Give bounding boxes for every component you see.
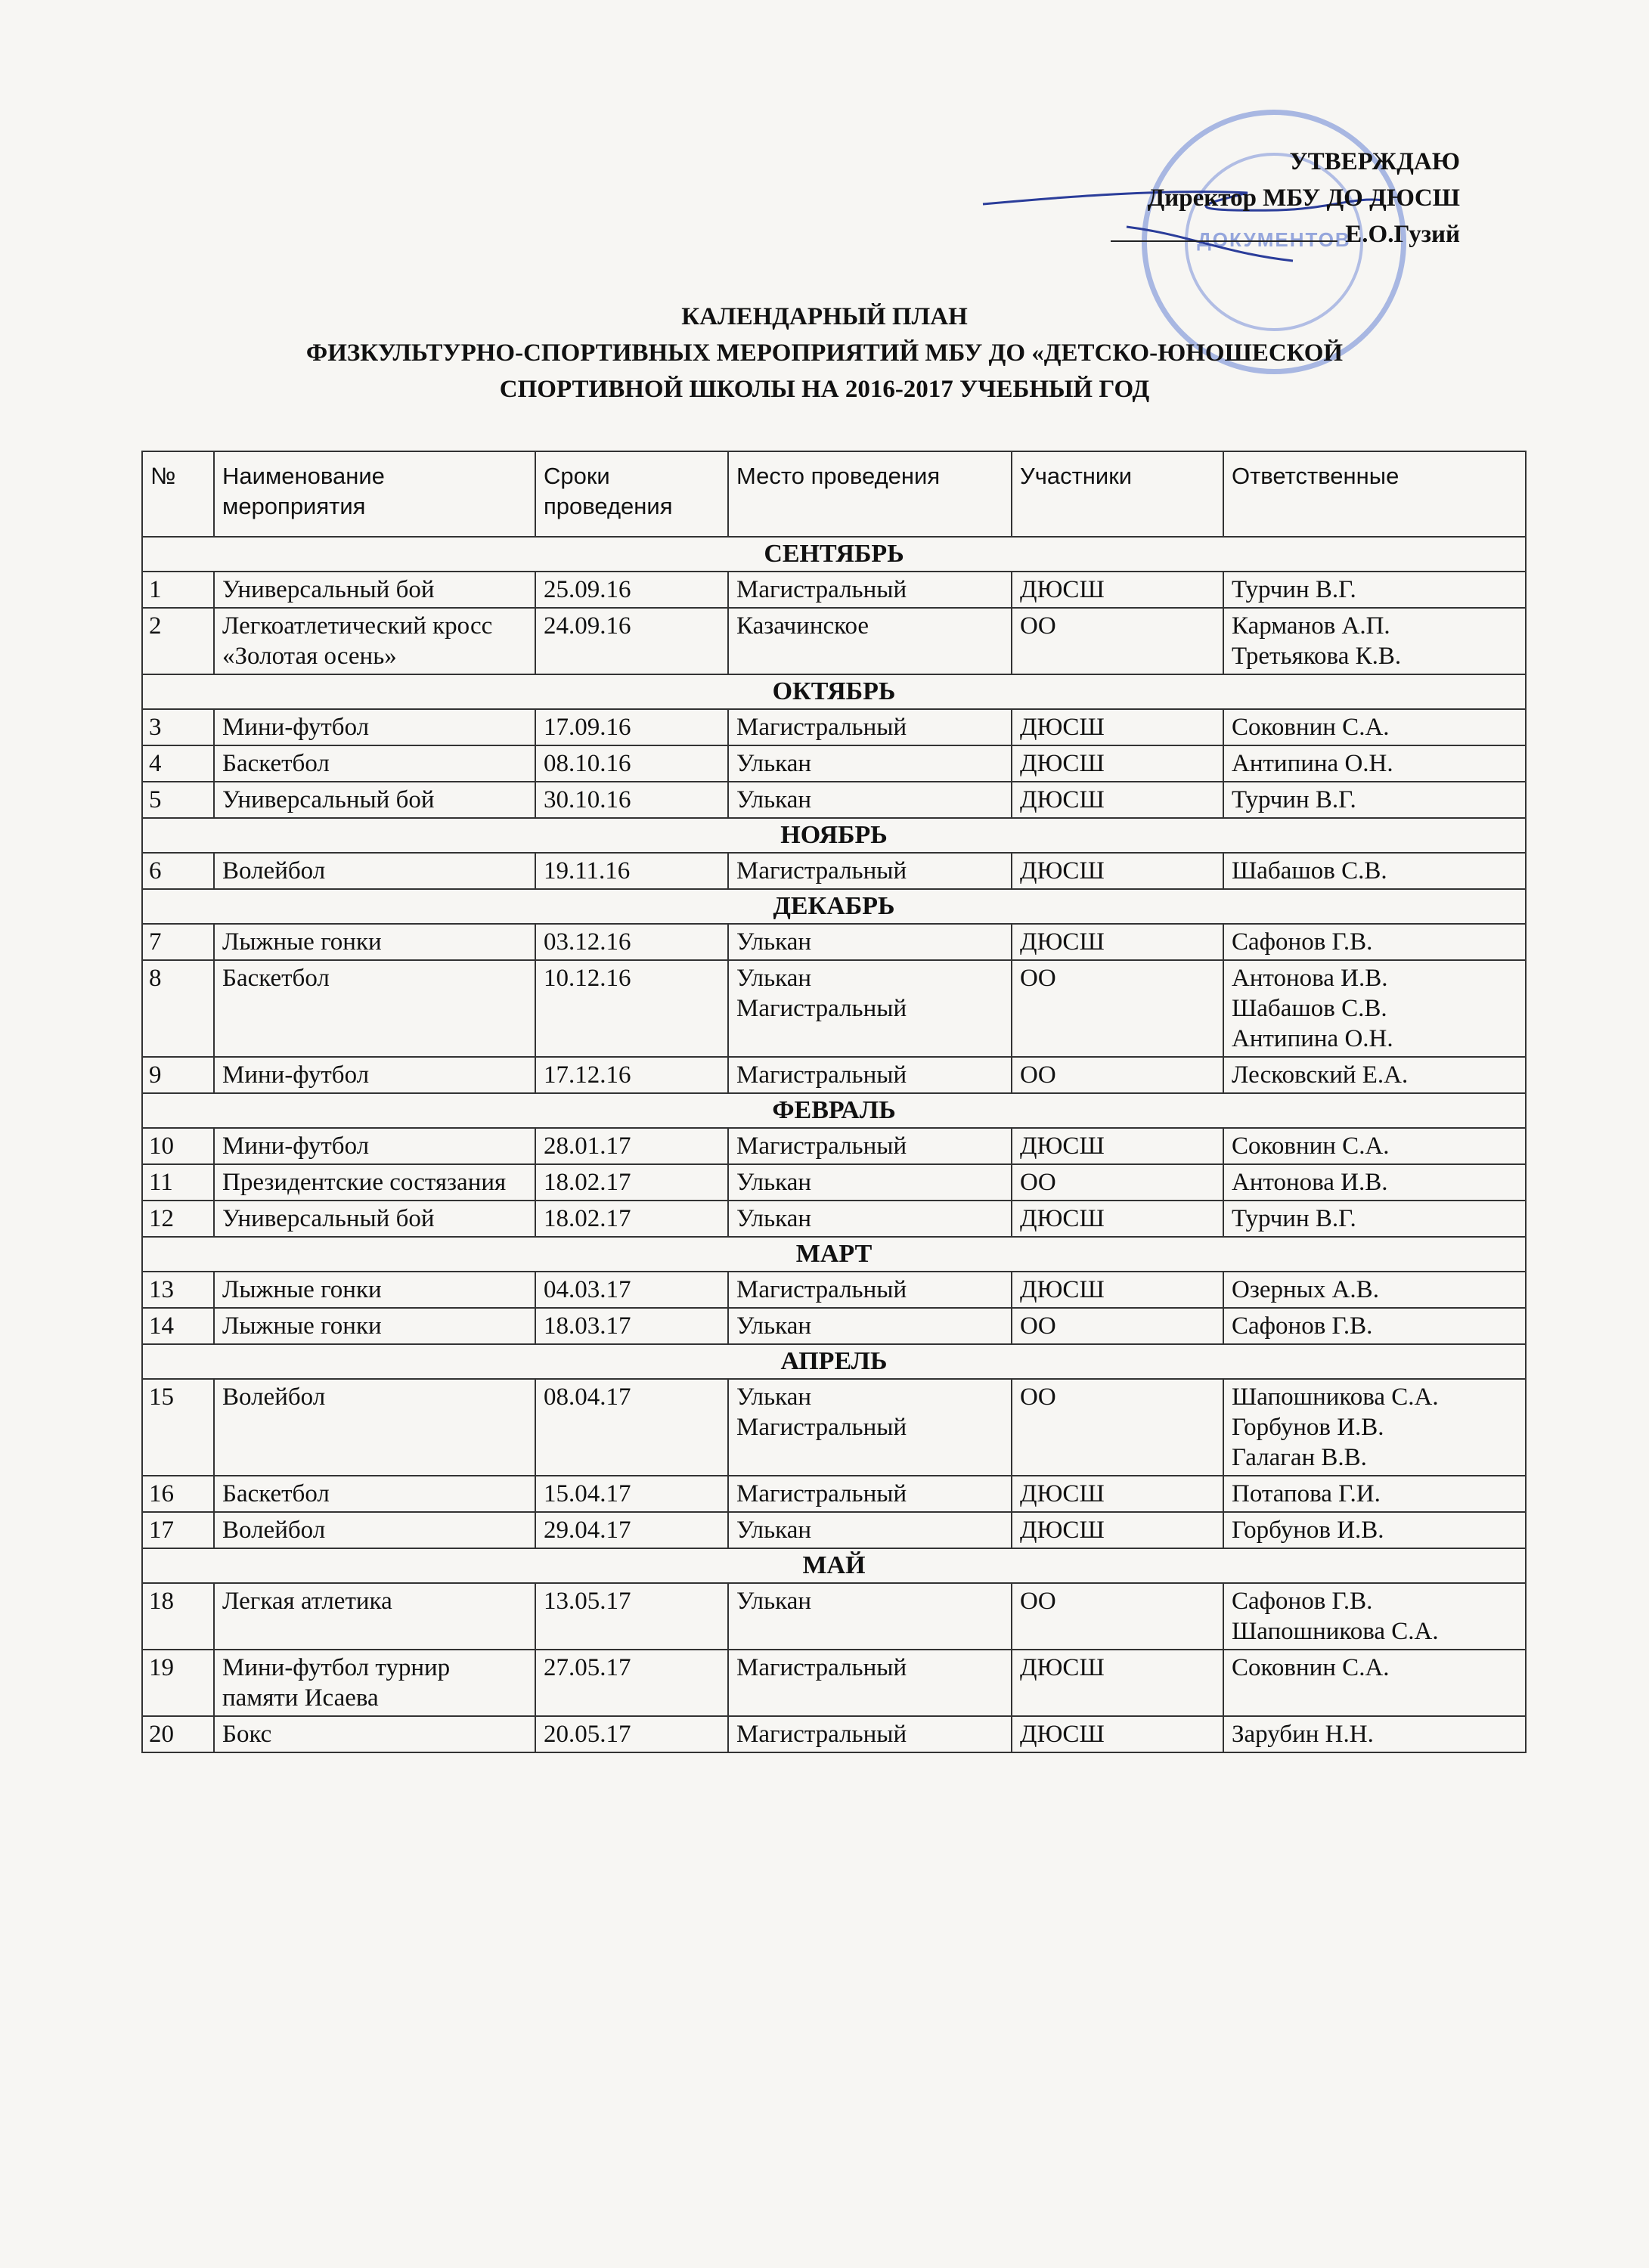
cell-name: Баскетбол: [214, 1476, 535, 1512]
responsible-name: Антипина О.Н.: [1232, 1025, 1393, 1052]
cell-num: 6: [142, 853, 214, 889]
cell-place: Улькан: [728, 782, 1012, 818]
cell-participants: ОО: [1012, 1379, 1223, 1476]
header-responsible: Ответственные: [1223, 451, 1526, 537]
cell-num: 12: [142, 1201, 214, 1237]
cell-responsible: Турчин В.Г.: [1223, 1201, 1526, 1237]
cell-responsible: Лесковский Е.А.: [1223, 1057, 1526, 1093]
cell-num: 1: [142, 572, 214, 608]
cell-name: Мини-футбол: [214, 1057, 535, 1093]
cell-participants: ОО: [1012, 1308, 1223, 1344]
cell-responsible: Потапова Г.И.: [1223, 1476, 1526, 1512]
table-row: [142, 782, 1526, 818]
place-name: Улькан: [736, 1383, 811, 1411]
cell-place: Магистральный: [728, 572, 1012, 608]
title-line-1: КАЛЕНДАРНЫЙ ПЛАН: [681, 303, 968, 330]
stamp-text: ДОКУМЕНТОВ: [1197, 228, 1351, 251]
cell-place: Магистральный: [728, 1128, 1012, 1164]
cell-responsible: Соковнин С.А.: [1223, 1128, 1526, 1164]
cell-name: Баскетбол: [214, 745, 535, 782]
month-label: МАЙ: [142, 1548, 1526, 1583]
cell-name: Универсальный бой: [214, 1201, 535, 1237]
cell-responsible: Турчин В.Г.: [1223, 572, 1526, 608]
month-row: [142, 889, 1526, 924]
cell-date: 10.12.16: [535, 960, 728, 1057]
cell-num: 7: [142, 924, 214, 960]
cell-date: 28.01.17: [535, 1128, 728, 1164]
cell-name: Лыжные гонки: [214, 1308, 535, 1344]
cell-name: Волейбол: [214, 1379, 535, 1476]
table-row: [142, 1379, 1526, 1476]
cell-date: 19.11.16: [535, 853, 728, 889]
cell-place: Улькан: [728, 745, 1012, 782]
responsible-name: Сафонов Г.В.: [1232, 1588, 1373, 1615]
cell-name: Баскетбол: [214, 960, 535, 1057]
cell-num: 17: [142, 1512, 214, 1548]
cell-responsible: Турчин В.Г.: [1223, 782, 1526, 818]
cell-responsible: [1223, 1583, 1526, 1650]
cell-place: Улькан: [728, 1583, 1012, 1650]
cell-place: Улькан: [728, 1201, 1012, 1237]
month-label: НОЯБРЬ: [142, 818, 1526, 853]
approval-signature-line: [931, 216, 1460, 253]
header-num: №: [142, 451, 214, 537]
cell-name: Волейбол: [214, 1512, 535, 1548]
cell-participants: ОО: [1012, 1164, 1223, 1201]
cell-date: 18.02.17: [535, 1164, 728, 1201]
events-table: [141, 451, 1527, 1753]
cell-participants: ДЮСШ: [1012, 1512, 1223, 1548]
cell-name: Бокс: [214, 1716, 535, 1752]
table-row: [142, 1512, 1526, 1548]
cell-participants: ОО: [1012, 960, 1223, 1057]
cell-place: Казачинское: [728, 608, 1012, 674]
cell-place: Магистральный: [728, 1716, 1012, 1752]
responsible-name: Карманов А.П.: [1232, 612, 1390, 640]
cell-num: 4: [142, 745, 214, 782]
cell-name: Мини-футбол: [214, 709, 535, 745]
cell-name: Лыжные гонки: [214, 1272, 535, 1308]
cell-date: 17.09.16: [535, 709, 728, 745]
header-participants: Участники: [1012, 451, 1223, 537]
cell-name: Волейбол: [214, 853, 535, 889]
cell-date: 13.05.17: [535, 1583, 728, 1650]
cell-place: Магистральный: [728, 1272, 1012, 1308]
month-row: [142, 818, 1526, 853]
cell-participants: ДЮСШ: [1012, 1476, 1223, 1512]
responsible-name: Галаган В.В.: [1232, 1444, 1367, 1471]
cell-num: 16: [142, 1476, 214, 1512]
place-name: Магистральный: [736, 995, 907, 1022]
document-title: [0, 299, 1649, 407]
responsible-name: Горбунов И.В.: [1232, 1414, 1384, 1441]
header-place: Место проведения: [728, 451, 1012, 537]
title-line-2: ФИЗКУЛЬТУРНО-СПОРТИВНЫХ МЕРОПРИЯТИЙ МБУ ДО «ДЕТСКО-ЮНОШЕСКОЙ: [305, 339, 1344, 367]
cell-participants: ОО: [1012, 1583, 1223, 1650]
table-row: [142, 960, 1526, 1057]
cell-responsible: Сафонов Г.В.: [1223, 924, 1526, 960]
cell-participants: ОО: [1012, 1057, 1223, 1093]
cell-num: 2: [142, 608, 214, 674]
table-row: [142, 572, 1526, 608]
cell-date: 29.04.17: [535, 1512, 728, 1548]
cell-responsible: [1223, 960, 1526, 1057]
month-label: ОКТЯБРЬ: [142, 674, 1526, 709]
cell-num: 9: [142, 1057, 214, 1093]
cell-participants: ДЮСШ: [1012, 1716, 1223, 1752]
table-row: [142, 1650, 1526, 1716]
table-row: [142, 1201, 1526, 1237]
table-row: [142, 1716, 1526, 1752]
cell-participants: ДЮСШ: [1012, 745, 1223, 782]
cell-responsible: Антонова И.В.: [1223, 1164, 1526, 1201]
cell-num: 20: [142, 1716, 214, 1752]
table-row: [142, 745, 1526, 782]
cell-participants: ДЮСШ: [1012, 782, 1223, 818]
cell-num: 5: [142, 782, 214, 818]
approval-heading: УТВЕРЖДАЮ: [1289, 148, 1460, 175]
cell-participants: ДЮСШ: [1012, 1128, 1223, 1164]
cell-num: 3: [142, 709, 214, 745]
cell-date: 04.03.17: [535, 1272, 728, 1308]
cell-place: Магистральный: [728, 709, 1012, 745]
month-row: [142, 1344, 1526, 1379]
responsible-name: Шабашов С.В.: [1232, 995, 1387, 1022]
responsible-name: Шапошникова С.А.: [1232, 1383, 1439, 1411]
cell-responsible: Антипина О.Н.: [1223, 745, 1526, 782]
month-label: АПРЕЛЬ: [142, 1344, 1526, 1379]
cell-participants: ДЮСШ: [1012, 1201, 1223, 1237]
cell-participants: ДЮСШ: [1012, 853, 1223, 889]
table-row: [142, 1476, 1526, 1512]
title-line-3: СПОРТИВНОЙ ШКОЛЫ НА 2016-2017 УЧЕБНЫЙ ГОД: [499, 376, 1150, 403]
cell-participants: ДЮСШ: [1012, 1650, 1223, 1716]
cell-responsible: Озерных А.В.: [1223, 1272, 1526, 1308]
cell-name: Универсальный бой: [214, 572, 535, 608]
approver-name: Е.О.Гузий: [1345, 221, 1460, 248]
cell-responsible: Шабашов С.В.: [1223, 853, 1526, 889]
responsible-name: Антонова И.В.: [1232, 965, 1388, 992]
month-row: [142, 1093, 1526, 1128]
cell-place: Магистральный: [728, 1057, 1012, 1093]
cell-num: 11: [142, 1164, 214, 1201]
table-row: [142, 709, 1526, 745]
cell-date: 25.09.16: [535, 572, 728, 608]
place-name: Магистральный: [736, 1414, 907, 1441]
cell-place: [728, 960, 1012, 1057]
header-dates: Сроки проведения: [535, 451, 728, 537]
approval-block: [931, 144, 1460, 253]
cell-name: Легкая атлетика: [214, 1583, 535, 1650]
cell-responsible: Соковнин С.А.: [1223, 709, 1526, 745]
cell-date: 30.10.16: [535, 782, 728, 818]
cell-num: 13: [142, 1272, 214, 1308]
table-row: [142, 924, 1526, 960]
table-row: [142, 608, 1526, 674]
cell-name: Мини-футбол: [214, 1128, 535, 1164]
cell-place: Магистральный: [728, 1650, 1012, 1716]
table-header-row: [142, 451, 1526, 537]
table-row: [142, 853, 1526, 889]
cell-participants: ДЮСШ: [1012, 924, 1223, 960]
cell-date: 03.12.16: [535, 924, 728, 960]
cell-date: 15.04.17: [535, 1476, 728, 1512]
month-row: [142, 1548, 1526, 1583]
responsible-name: Шапошникова С.А.: [1232, 1618, 1439, 1645]
cell-participants: ОО: [1012, 608, 1223, 674]
cell-name: Легкоатлетический кросс «Золотая осень»: [214, 608, 535, 674]
place-name: Улькан: [736, 965, 811, 992]
cell-date: 17.12.16: [535, 1057, 728, 1093]
cell-date: 08.10.16: [535, 745, 728, 782]
signature-underline: [1111, 240, 1337, 242]
table-row: [142, 1057, 1526, 1093]
cell-responsible: [1223, 1379, 1526, 1476]
cell-responsible: Сафонов Г.В.: [1223, 1308, 1526, 1344]
cell-num: 19: [142, 1650, 214, 1716]
header-name: Наименование мероприятия: [214, 451, 535, 537]
month-row: [142, 537, 1526, 572]
cell-place: [728, 1379, 1012, 1476]
cell-place: Улькан: [728, 924, 1012, 960]
month-row: [142, 1237, 1526, 1272]
cell-participants: ДЮСШ: [1012, 709, 1223, 745]
cell-date: 20.05.17: [535, 1716, 728, 1752]
table-row: [142, 1272, 1526, 1308]
cell-responsible: Соковнин С.А.: [1223, 1650, 1526, 1716]
month-label: СЕНТЯБРЬ: [142, 537, 1526, 572]
month-label: ФЕВРАЛЬ: [142, 1093, 1526, 1128]
cell-name: Универсальный бой: [214, 782, 535, 818]
cell-place: Улькан: [728, 1164, 1012, 1201]
table-row: [142, 1128, 1526, 1164]
table-row: [142, 1308, 1526, 1344]
cell-name: Лыжные гонки: [214, 924, 535, 960]
cell-responsible: Горбунов И.В.: [1223, 1512, 1526, 1548]
cell-num: 15: [142, 1379, 214, 1476]
cell-participants: ДЮСШ: [1012, 1272, 1223, 1308]
table-row: [142, 1164, 1526, 1201]
cell-name: Президентские состязания: [214, 1164, 535, 1201]
cell-responsible: Зарубин Н.Н.: [1223, 1716, 1526, 1752]
cell-place: Улькан: [728, 1512, 1012, 1548]
cell-num: 10: [142, 1128, 214, 1164]
cell-num: 8: [142, 960, 214, 1057]
cell-responsible: [1223, 608, 1526, 674]
cell-date: 08.04.17: [535, 1379, 728, 1476]
cell-num: 14: [142, 1308, 214, 1344]
cell-date: 24.09.16: [535, 608, 728, 674]
cell-date: 27.05.17: [535, 1650, 728, 1716]
cell-participants: ДЮСШ: [1012, 572, 1223, 608]
cell-date: 18.03.17: [535, 1308, 728, 1344]
month-label: МАРТ: [142, 1237, 1526, 1272]
approval-position: Директор МБУ ДО ДЮСШ: [1147, 184, 1460, 212]
table-row: [142, 1583, 1526, 1650]
responsible-name: Третьякова К.В.: [1232, 643, 1402, 670]
cell-place: Магистральный: [728, 853, 1012, 889]
cell-num: 18: [142, 1583, 214, 1650]
cell-place: Магистральный: [728, 1476, 1012, 1512]
month-label: ДЕКАБРЬ: [142, 889, 1526, 924]
cell-place: Улькан: [728, 1308, 1012, 1344]
cell-name: Мини-футбол турнир памяти Исаева: [214, 1650, 535, 1716]
month-row: [142, 674, 1526, 709]
cell-date: 18.02.17: [535, 1201, 728, 1237]
